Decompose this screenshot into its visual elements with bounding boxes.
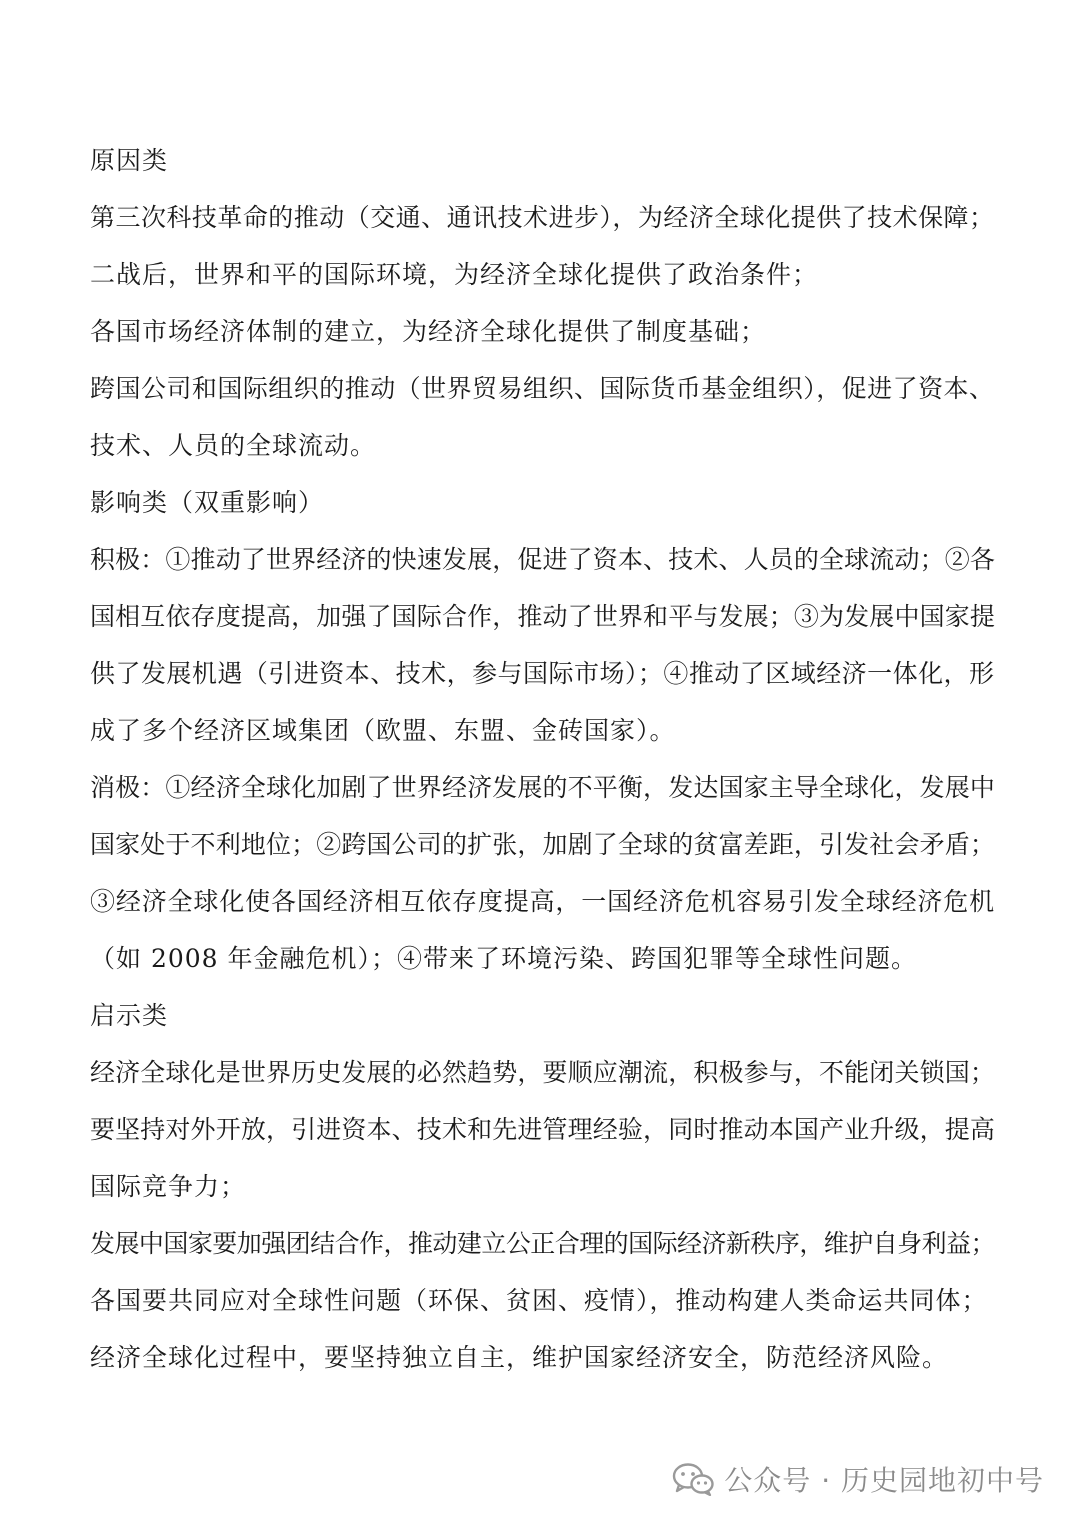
text-line: ③经济全球化使各国经济相互依存度提高，一国经济危机容易引发全球经济危机 <box>90 887 995 916</box>
text-line: 二战后，世界和平的国际环境，为经济全球化提供了政治条件； <box>90 260 819 289</box>
text-line: 积极：①推动了世界经济的快速发展，促进了资本、技术、人员的全球流动；②各 <box>90 545 995 574</box>
text-line: 发展中国家要加强团结合作，推动建立公正合理的国际经济新秩序，维护自身利益； <box>90 1229 995 1258</box>
wechat-icon <box>672 1462 714 1496</box>
document-body <box>90 132 995 1386</box>
text-line: 各国市场经济体制的建立，为经济全球化提供了制度基础； <box>90 317 767 346</box>
text-line: 第三次科技革命的推动（交通、通讯技术进步），为经济全球化提供了技术保障； <box>90 203 995 232</box>
text-line: （如 2008 年金融危机）；④带来了环境污染、跨国犯罪等全球性问题。 <box>90 944 918 973</box>
text-line: 供了发展机遇（引进资本、技术，参与国际市场）；④推动了区域经济一体化，形 <box>90 659 995 688</box>
text-line: 各国要共同应对全球性问题（环保、贫困、疫情），推动构建人类命运共同体； <box>90 1286 988 1315</box>
text-line: 要坚持对外开放，引进资本、技术和先进管理经验，同时推动本国产业升级，提高 <box>90 1115 995 1144</box>
watermark-text: 公众号 · 历史园地初中号 <box>724 1464 1044 1497</box>
text-line: 经济全球化是世界历史发展的必然趋势，要顺应潮流，积极参与，不能闭关锁国； <box>90 1058 995 1087</box>
text-line: 国相互依存度提高，加强了国际合作，推动了世界和平与发展；③为发展中国家提 <box>90 602 995 631</box>
text-line: 国际竞争力； <box>90 1172 247 1201</box>
text-line: 成了多个经济区域集团（欧盟、东盟、金砖国家）。 <box>90 716 676 745</box>
text-line: 消极：①经济全球化加剧了世界经济发展的不平衡，发达国家主导全球化，发展中 <box>90 773 995 802</box>
text-line: 跨国公司和国际组织的推动（世界贸易组织、国际货币基金组织），促进了资本、 <box>90 374 995 403</box>
watermark <box>672 1459 1044 1499</box>
heading-impacts: 影响类（双重影响） <box>90 488 325 517</box>
text-line: 经济全球化过程中，要坚持独立自主，维护国家经济安全，防范经济风险。 <box>90 1343 949 1372</box>
text-line: 技术、人员的全球流动。 <box>90 431 377 460</box>
heading-causes: 原因类 <box>90 146 169 175</box>
heading-lessons: 启示类 <box>90 1001 169 1030</box>
text-line: 国家处于不利地位；②跨国公司的扩张，加剧了全球的贫富差距，引发社会矛盾； <box>90 830 995 859</box>
